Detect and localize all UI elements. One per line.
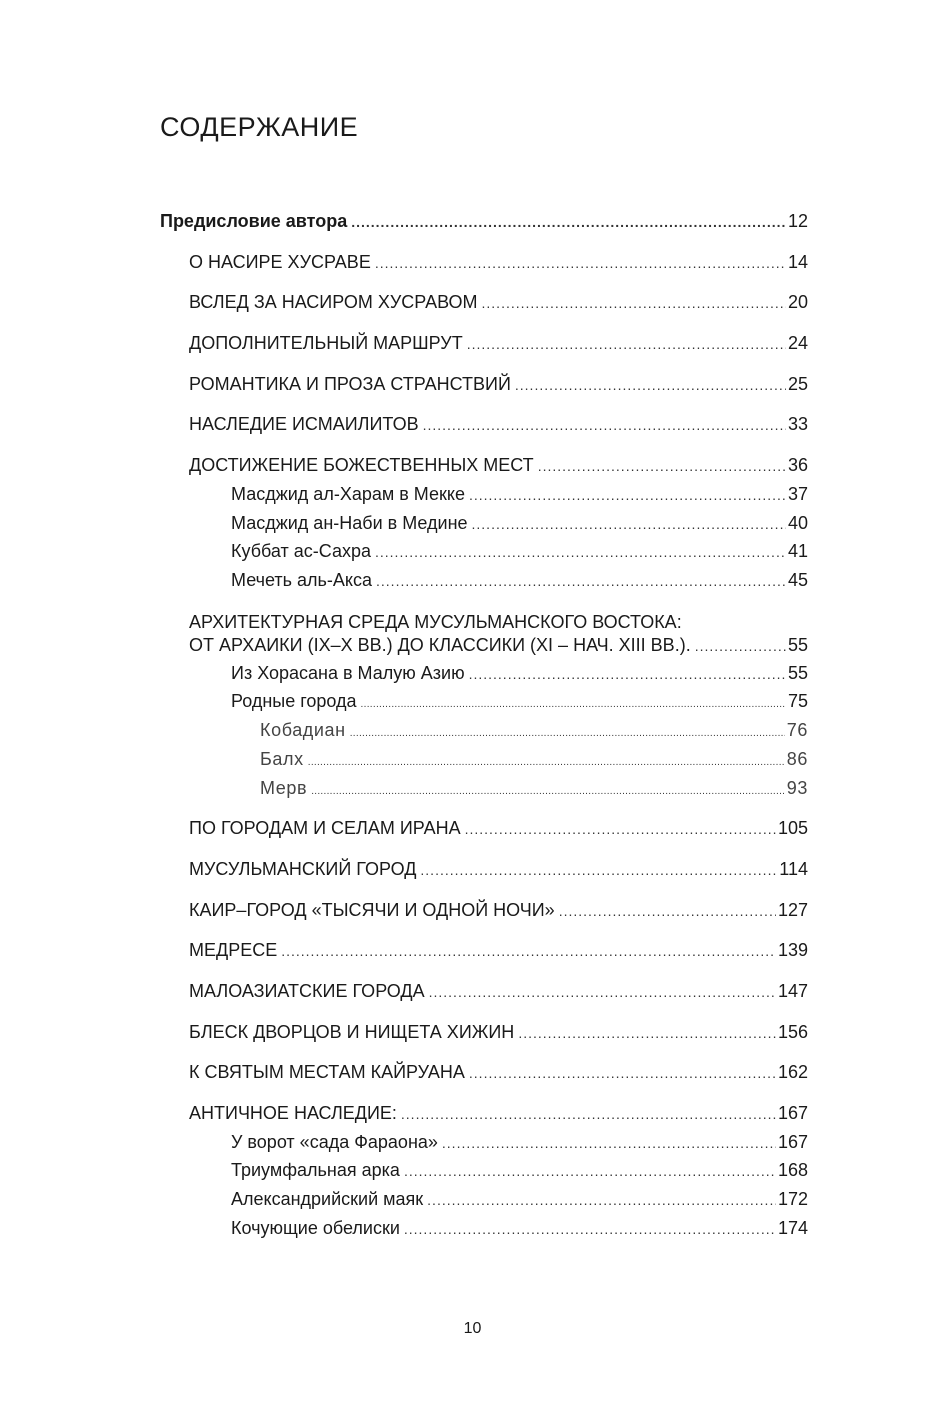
toc-page: 20 [787,292,808,312]
toc-entry-first-line[interactable]: АРХИТЕКТУРНАЯ СРЕДА МУСУЛЬМАНСКОГО ВОСТОКА: [189,612,682,632]
toc-label: МЕДРЕСЕ [189,940,278,960]
toc-page: 75 [787,691,808,711]
dot-leader [465,821,776,837]
dot-leader [308,757,785,768]
toc-label: Балх [260,749,304,769]
toc-subsubentry[interactable] [260,749,808,777]
toc-page: 25 [787,374,808,394]
dot-leader [559,903,776,919]
dot-leader [375,255,786,271]
toc-label: ДОПОЛНИТЕЛЬНЫЙ МАРШРУТ [189,333,463,353]
toc-label: ДОСТИЖЕНИЕ БОЖЕСТВЕННЫХ МЕСТ [189,455,534,475]
toc-page: 41 [787,541,808,561]
dot-leader [401,1106,776,1122]
toc-label: Кочующие обелиски [231,1218,400,1238]
dot-leader [429,984,776,1000]
toc-page: 127 [777,900,808,920]
dot-leader [469,666,786,682]
toc-subentry[interactable] [231,663,808,691]
toc-label: Предисловие автора [160,211,348,231]
dot-leader [311,786,785,797]
dot-leader [515,377,786,393]
toc-label: Мерв [260,778,308,798]
toc-label: У ворот «сада Фараона» [231,1132,438,1152]
toc-page: 45 [787,570,808,590]
page-title: СОДЕРЖАНИЕ [160,112,359,142]
toc-entry[interactable] [189,1022,808,1050]
toc-label: ПО ГОРОДАМ И СЕЛАМ ИРАНА [189,818,461,838]
toc-page: 55 [787,635,808,655]
page-number: 10 [463,1320,482,1337]
toc-entry[interactable] [189,292,808,320]
dot-leader [469,1065,776,1081]
toc-label: РОМАНТИКА И ПРОЗА СТРАНСТВИЙ [189,374,511,394]
toc-page: 14 [787,252,808,272]
dot-leader [472,516,786,532]
toc-entry[interactable] [189,414,808,442]
dot-leader [361,699,786,710]
toc-page: 139 [777,940,808,960]
toc-subsubentry[interactable] [260,720,808,748]
dot-leader [467,336,786,352]
toc-entry[interactable] [189,374,808,402]
toc-subentry[interactable] [231,1218,808,1246]
dot-leader [351,214,786,230]
toc-label: Масджид ал-Харам в Мекке [231,484,465,504]
toc-page: 114 [779,859,808,879]
toc-label: ВСЛЕД ЗА НАСИРОМ ХУСРАВОМ [189,292,478,312]
toc-page: 156 [777,1022,808,1042]
toc-entry[interactable] [189,1062,808,1090]
toc-page: 93 [786,778,808,798]
toc-page: 12 [787,211,808,231]
toc-page: 40 [787,513,808,533]
toc-page: 172 [777,1189,808,1209]
toc-label: АНТИЧНОЕ НАСЛЕДИЕ: [189,1103,397,1123]
toc-label: Куббат ас-Сахра [231,541,371,561]
toc-subentry[interactable] [231,1160,808,1188]
dot-leader [281,943,776,959]
toc-page: 24 [787,333,808,353]
toc-entry[interactable] [189,981,808,1009]
toc-entry[interactable] [189,859,808,887]
toc-subentry[interactable] [231,691,808,719]
toc-subentry[interactable] [231,541,808,569]
toc-entry[interactable] [189,635,808,663]
toc-page: 168 [777,1160,808,1180]
dot-leader [404,1221,776,1237]
toc-page: 167 [777,1103,808,1123]
toc-page: 55 [787,663,808,683]
toc-label: МУСУЛЬМАНСКИЙ ГОРОД [189,859,417,879]
toc-label: Кобадиан [260,720,346,740]
dot-leader [518,1025,776,1041]
toc-entry[interactable] [189,455,808,483]
toc-subsubentry[interactable] [260,778,808,806]
toc-subentry[interactable] [231,1132,808,1160]
toc-entry[interactable] [189,818,808,846]
toc-label: Масджид ан-Наби в Медине [231,513,468,533]
toc-page: 167 [777,1132,808,1152]
dot-leader [469,487,786,503]
dot-leader [375,544,786,560]
dot-leader [420,862,777,878]
dot-leader [427,1192,776,1208]
toc-entry[interactable] [189,252,808,280]
toc-label: БЛЕСК ДВОРЦОВ И НИЩЕТА ХИЖИН [189,1022,515,1042]
toc-label: Из Хорасана в Малую Азию [231,663,465,683]
toc-label: ОТ АРХАИКИ (IX–X ВВ.) ДО КЛАССИКИ (XI – НАЧ. XIII ВВ.). [189,635,691,655]
toc-page: 174 [777,1218,808,1238]
dot-leader [423,417,786,433]
toc-label: Родные города [231,691,357,711]
toc-page: 36 [787,455,808,475]
toc-subentry[interactable] [231,513,808,541]
toc-entry[interactable] [189,333,808,361]
toc-page: 105 [777,818,808,838]
toc-entry[interactable] [189,900,808,928]
toc-label: Триумфальная арка [231,1160,400,1180]
toc-label: О НАСИРЕ ХУСРАВЕ [189,252,371,272]
dot-leader [442,1135,776,1151]
toc-page: 37 [787,484,808,504]
toc-entry-preface[interactable] [160,211,808,239]
toc-entry[interactable] [189,940,808,968]
toc-label: К СВЯТЫМ МЕСТАМ КАЙРУАНА [189,1062,465,1082]
dot-leader [376,573,786,589]
toc-subentry[interactable] [231,484,808,512]
toc-page: 162 [777,1062,808,1082]
toc-label: МАЛОАЗИАТСКИЕ ГОРОДА [189,981,425,1001]
toc-label: Александрийский маяк [231,1189,424,1209]
dot-leader [350,728,785,739]
toc-label: НАСЛЕДИЕ ИСМАИЛИТОВ [189,414,419,434]
toc-label: КАИР–ГОРОД «ТЫСЯЧИ И ОДНОЙ НОЧИ» [189,900,555,920]
toc-subentry[interactable] [231,570,808,598]
toc-entry[interactable] [189,1103,808,1131]
toc-page: 86 [786,749,808,769]
toc-label: Мечеть аль-Акса [231,570,373,590]
dot-leader [404,1163,776,1179]
toc-page: 76 [786,720,808,740]
dot-leader [482,295,786,311]
toc-page: 147 [777,981,808,1001]
toc-subentry[interactable] [231,1189,808,1217]
dot-leader [695,638,786,654]
dot-leader [538,458,786,474]
toc-page: 33 [787,414,808,434]
